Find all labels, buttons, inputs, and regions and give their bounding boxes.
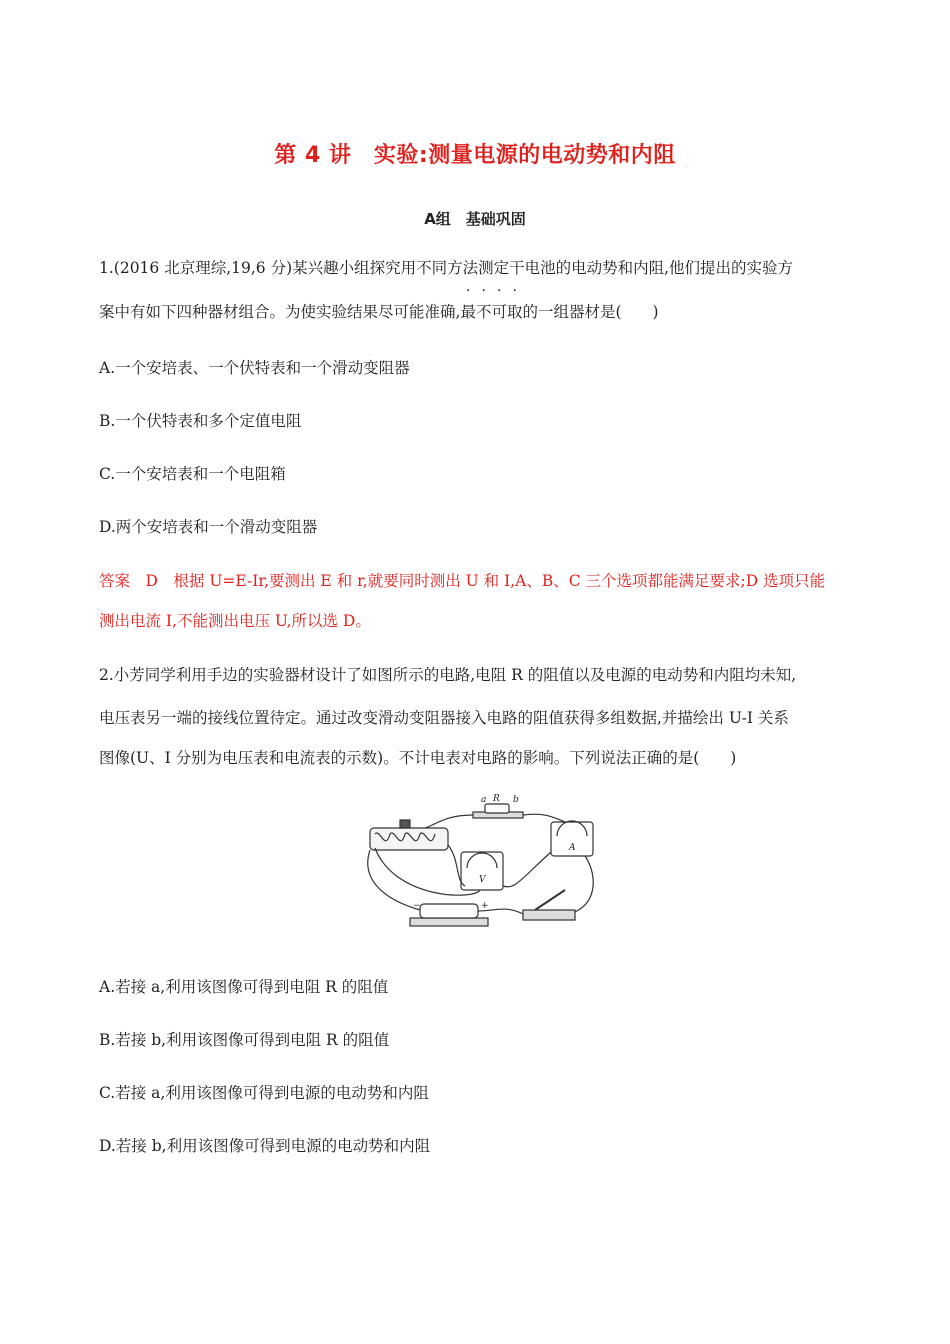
circuit-diagram [355,790,603,932]
q2-option-c: C.若接 a,利用该图像可得到电源的电动势和内阻 [99,1084,429,1102]
terminal-b-label: b [513,795,519,805]
q1-option-b: B.一个伏特表和多个定值电阻 [99,412,302,430]
ammeter-label: A [569,843,576,853]
q1-stem-text-before: 案中有如下四种器材组合。为使实验结果尽可能准确, [99,303,461,321]
battery-plus-label: + [481,901,489,911]
q1-stem-text-after: 的一组器材是( ) [522,303,659,321]
resistor-label: R [493,794,500,804]
q2-stem-line2: 电压表另一端的接线位置待定。通过改变滑动变阻器接入电路的阻值获得多组数据,并描绘出 U-I 关系 [99,709,789,727]
q2-stem-line3: 图像(U、I 分别为电压表和电流表的示数)。不计电表对电路的影响。下列说法正确的是( ) [99,749,737,767]
q2-option-a: A.若接 a,利用该图像可得到电阻 R 的阻值 [99,978,389,996]
emphasis-char: 不 [475,303,492,321]
battery [420,904,478,918]
q1-option-a: A.一个安培表、一个伏特表和一个滑动变阻器 [99,359,410,377]
q2-option-b: B.若接 b,利用该图像可得到电阻 R 的阻值 [99,1031,390,1049]
q1-option-c: C.一个安培表和一个电阻箱 [99,465,286,483]
page-title: 第 4 讲 实验:测量电源的电动势和内阻 [274,143,676,168]
q1-answer-line1: 答案 D 根据 U=E-Ir,要测出 E 和 r,就要同时测出 U 和 I,A、B、C 三个选项都能满足要求;D 选项只能 [99,572,826,590]
q1-stem-line2 [99,300,659,322]
voltmeter-label: V [479,875,486,885]
q1-stem-line1: 1.(2016 北京理综,19,6 分)某兴趣小组探究用不同方法测定干电池的电动势和内阻,他们提出的实验方 [99,259,794,277]
switch-base [523,910,575,920]
emphasis-char: 取 [506,303,523,321]
q1-option-d: D.两个安培表和一个滑动变阻器 [99,518,318,536]
emphasis-char: 最 [460,303,476,321]
battery-base [410,918,488,926]
q1-answer-line2: 测出电流 I,不能测出电压 U,所以选 D。 [99,612,371,630]
rheostat [370,828,448,850]
resistor-r [485,804,509,813]
terminal-a-label: a [481,795,487,805]
emphasis-char: 可 [491,303,507,321]
section-heading: A组 基础巩固 [424,210,526,228]
q2-stem-line1: 2.小芳同学利用手边的实验器材设计了如图所示的电路,电阻 R 的阻值以及电源的电动势和内阻均未知, [99,666,797,684]
battery-minus-label: − [413,901,421,911]
q2-option-d: D.若接 b,利用该图像可得到电源的电动势和内阻 [99,1137,431,1155]
